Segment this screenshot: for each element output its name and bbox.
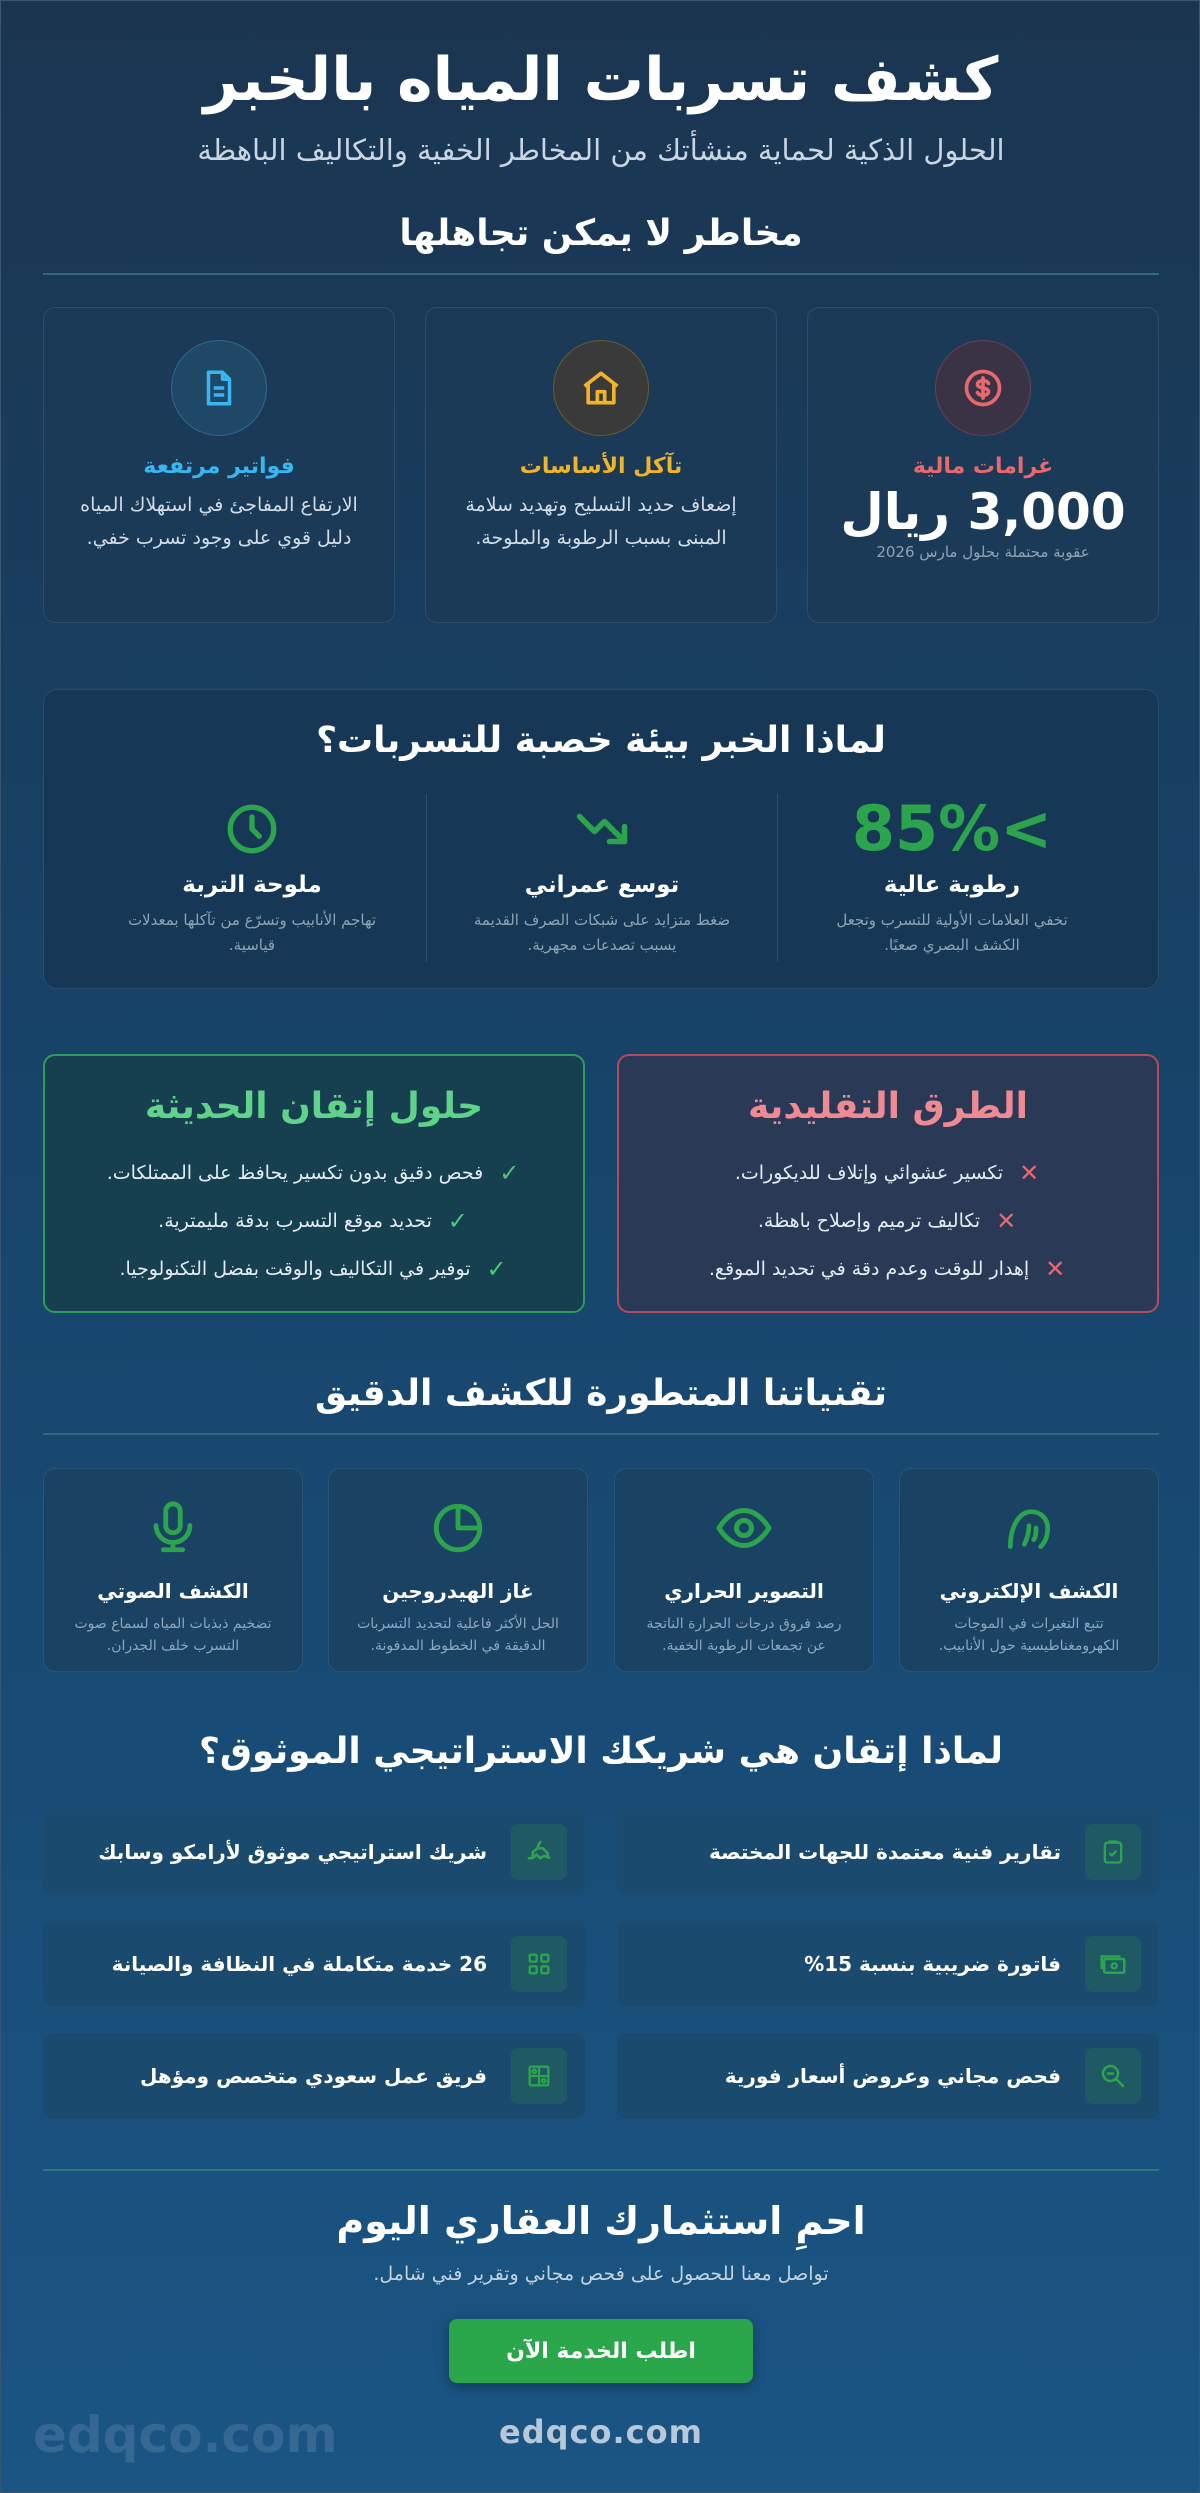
tech-text: تتبع التغيرات في الموجات الكهرومغناطيسية حول الأنابيب. — [938, 1616, 1120, 1654]
list-item: ✕ تكسير عشوائي وإتلاف للديكورات. — [734, 1159, 1040, 1187]
why-label: ملوحة التربة — [182, 872, 322, 898]
tech-divider — [43, 1433, 1159, 1435]
risks-title: مخاطر لا يمكن تجاهلها — [399, 213, 803, 254]
list-item: ✕ تكاليف ترميم وإصلاح باهظة. — [757, 1207, 1017, 1235]
page-title: كشف تسربات المياه بالخبر — [203, 45, 999, 115]
why-text: تخفي العلامات الأولية للتسرب وتجعل الكشف البصري صعبًا. — [836, 911, 1068, 954]
feature-label: تقارير فنية معتمدة للجهات المختصة — [709, 1840, 1061, 1864]
check-icon: ✓ — [486, 1255, 507, 1283]
traditional-title: الطرق التقليدية — [747, 1086, 1029, 1127]
list-item: ✓ تحديد موقع التسرب بدقة مليمترية. — [158, 1207, 468, 1235]
humidity-value: 85%< — [851, 792, 1053, 865]
feature-label: شريك استراتيجي موثوق لأرامكو وسابك — [98, 1840, 487, 1864]
tech-text: الحل الأكثر فاعلية لتحديد التسربات الدقيقة في الخطوط المدفونة. — [357, 1616, 559, 1654]
tech-card-acoustic — [43, 1468, 303, 1672]
cta-title: احمِ استثمارك العقاري اليوم — [336, 2199, 866, 2243]
dollar-icon — [935, 340, 1031, 436]
team-icon — [511, 2048, 567, 2104]
trend-down-icon — [427, 794, 777, 864]
tech-title: غاز الهيدروجين — [382, 1579, 534, 1603]
list-item: ✓ فحص دقيق بدون تكسير يحافظ على الممتلكات. — [106, 1159, 520, 1187]
risk-title: غرامات مالية — [912, 454, 1054, 479]
why-khobar-title: لماذا الخبر بيئة خصبة للتسربات؟ — [316, 720, 886, 761]
microphone-icon — [44, 1493, 302, 1563]
x-icon: ✕ — [1019, 1159, 1040, 1187]
why-item-salinity — [76, 794, 428, 962]
handshake-icon — [511, 1824, 567, 1880]
risk-card-bills — [43, 307, 395, 623]
page-subtitle: الحلول الذكية لحماية منشأتك من المخاطر الخفية والتكاليف الباهظة — [197, 133, 1005, 167]
modern-solutions-card — [43, 1054, 585, 1313]
watermark-link[interactable]: edqco.com — [499, 2413, 703, 2451]
why-khobar-section — [43, 689, 1159, 989]
why-label: توسع عمراني — [524, 872, 680, 898]
risk-title: فواتير مرتفعة — [143, 454, 295, 479]
request-service-button[interactable]: اطلب الخدمة الآن — [449, 2319, 753, 2383]
check-icon: ✓ — [499, 1159, 520, 1187]
risk-card-fines — [807, 307, 1159, 623]
tech-title: الكشف الصوتي — [97, 1579, 249, 1603]
fine-note: عقوبة محتملة بحلول مارس 2026 — [876, 543, 1090, 561]
tech-card-hydrogen — [328, 1468, 588, 1672]
feature-label: فحص مجاني وعروض أسعار فورية — [724, 2064, 1061, 2088]
tech-text: تضخيم ذبذبات المياه لسماع صوت التسرب خلف الجدران. — [74, 1616, 272, 1654]
tech-card-electronic — [899, 1468, 1159, 1672]
why-text: ضغط متزايد على شبكات الصرف القديمة يسبب تصدعات مجهرية. — [473, 911, 731, 954]
list-item: ✕ إهدار للوقت وعدم دقة في تحديد الموقع. — [708, 1255, 1066, 1283]
risk-card-foundations — [425, 307, 777, 623]
why-label: رطوبة عالية — [883, 872, 1021, 898]
x-icon: ✕ — [996, 1207, 1017, 1235]
risk-title: تآكل الأساسات — [519, 454, 683, 479]
tech-card-thermal — [614, 1468, 874, 1672]
clipboard-check-icon — [1085, 1824, 1141, 1880]
why-text: تهاجم الأنابيب وتسرّع من تآكلها بمعدلات قياسية. — [127, 911, 377, 954]
money-icon — [1085, 1936, 1141, 1992]
why-item-humidity — [776, 794, 1128, 962]
feature-free-inspection — [617, 2033, 1159, 2119]
tech-text: رصد فروق درجات الحرارة الناتجة عن تجمعات الرطوبة الخفية. — [646, 1616, 842, 1654]
feature-integrated-services — [43, 1921, 585, 2007]
risks-divider — [43, 273, 1159, 275]
electronic-wave-icon — [900, 1493, 1158, 1563]
feature-aramco-partner — [43, 1809, 585, 1895]
cta-subtitle: تواصل معنا للحصول على فحص مجاني وتقرير فني شامل. — [373, 2263, 829, 2285]
modern-title: حلول إتقان الحديثة — [144, 1086, 484, 1127]
tech-title: تقنياتنا المتطورة للكشف الدقيق — [315, 1373, 887, 1414]
feature-certified-reports — [617, 1809, 1159, 1895]
feature-saudi-team — [43, 2033, 585, 2119]
feature-tax-invoice — [617, 1921, 1159, 2007]
risk-text: إضعاف حديد التسليح وتهديد سلامة المبنى بسبب الرطوبة والملوحة. — [465, 494, 737, 549]
fine-amount: 3,000 ريال — [840, 483, 1126, 541]
traditional-methods-card — [617, 1054, 1159, 1313]
cta-divider — [43, 2169, 1159, 2171]
search-money-icon — [1085, 2048, 1141, 2104]
partner-title: لماذا إتقان هي شريكك الاستراتيجي الموثوق؟ — [198, 1731, 1004, 1772]
grid-icon — [511, 1936, 567, 1992]
clock-icon — [76, 794, 428, 864]
why-item-expansion — [426, 794, 778, 962]
feature-label: فاتورة ضريبية بنسبة 15% — [804, 1952, 1061, 1976]
risk-text: الارتفاع المفاجئ في استهلاك المياه دليل قوي على وجود تسرب خفي. — [80, 494, 358, 549]
check-icon: ✓ — [447, 1207, 468, 1235]
feature-label: فريق عمل سعودي متخصص ومؤهل — [140, 2064, 487, 2088]
tech-title: الكشف الإلكتروني — [939, 1579, 1119, 1603]
list-item: ✓ توفير في التكاليف والوقت بفضل التكنولوجيا. — [119, 1255, 507, 1283]
x-icon: ✕ — [1045, 1255, 1066, 1283]
document-icon — [171, 340, 267, 436]
tech-title: التصوير الحراري — [664, 1579, 824, 1603]
eye-icon — [615, 1493, 873, 1563]
feature-label: 26 خدمة متكاملة في النظافة والصيانة — [111, 1952, 487, 1976]
pie-chart-icon — [329, 1493, 587, 1563]
house-icon — [553, 340, 649, 436]
watermark-faded: edqco.com — [33, 2406, 338, 2464]
